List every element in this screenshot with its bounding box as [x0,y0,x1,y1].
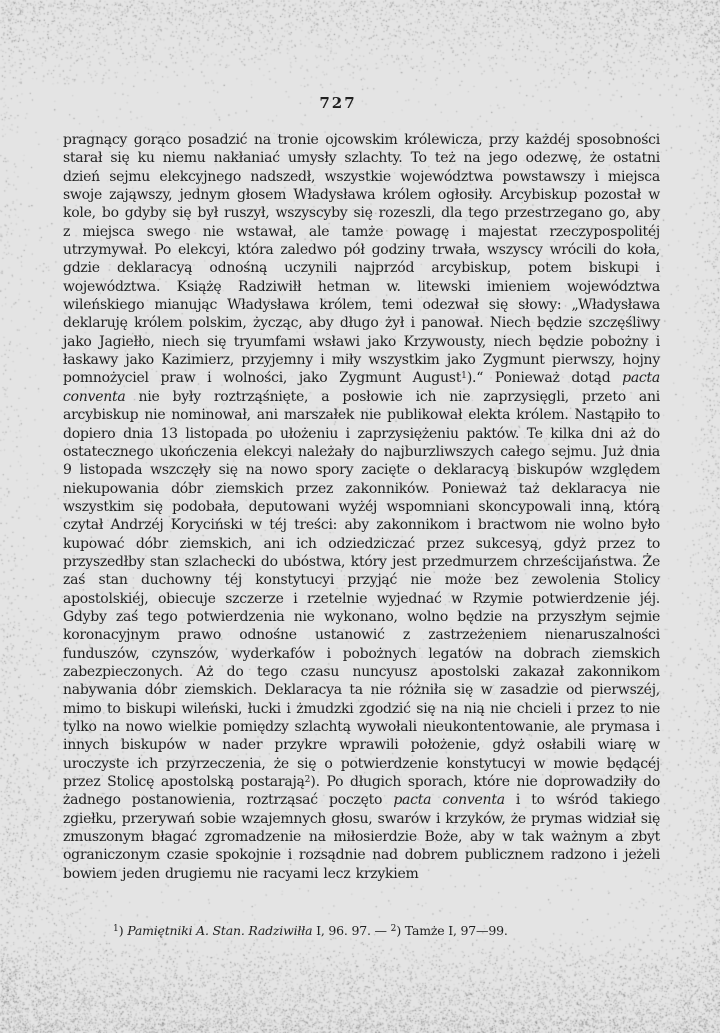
page-number: 727 [319,94,357,112]
footnote-marker-1: 1 [113,924,119,934]
text-segment: nie były roztrząśnięte, a posłowie ich nie zaprzysięgli, przeto ani arcybiskup nie nominował, ani marszałek nie publikował elekta królem. Nastąpiło to dopiero dnia 13 listopada po ułożeniu i zaprzysiężeniu paktów. Te kilka dni aż do ostatecznego ukończenia elekcyi należały do najburzliwszych całego sejmu. Już dnia 9 listopada wszczęły się na nowo spory zacięte o deklaracyą biskupów względem niekupowania dóbr ziemskich przez zakonników. Ponieważ taż deklaracya nie wszystkim się podobała, deputowani wyżéj wspomniani skoncypowali inną, którą czytał Andrzéj Koryciński w téj treści: aby zakonnikom i bractwom nie wolno było kupować dóbr ziemskich, ani ich odziedziczać przez sukcesyą, gdyż przez to przyszedłby stan szlachecki do ubóstwa, który jest przedmurzem chrześcijaństwa. Że zaś stan duchowny téj konstytucyi przyjąć nie może bez zewolenia Stolicy apostolskiéj, obiecuje szczerze i rzetelnie wyjednać w Rzymie potwierdzenie jéj. Gdyby zaś tego potwierdzenia nie wykonano, wolno będzie na przyszłym sejmie koronacyjnym prawo odnośne ustanowić z zastrzeżeniem nienaruszalności funduszów, czynszów, wyderkafów i pobożnych legatów na dobrach ziemskich zabezpieczonych. Aż do tego czasu nuncyusz apostolski zakazał zakonnikom nabywania dóbr ziemskich. Deklaracya ta nie różniła się w zasadzie od pierwszéj, mimo to biskupi wileński, łucki i żmudzki zgodzić się na nią nie chcieli i przez to nie tylko na nowo wielkie pomiędzy szlachtą wywołali nieukontentowanie, ale prymasa i innych biskupów w nader przykre wprawili położenie, gdyż osłabili wiarę w uroczyste ich przyrzeczenia, że się o potwierdzenie konstytucyi w mowie będącéj przez Stolicę apostolską postarają [63,388,660,791]
text-segment: pragnący gorąco posadzić na tronie ojcowskim królewicza, przy każdéj sposobności starał się ku niemu nakłaniać umysły szlachty. To też na jego odezwę, że ostatni dzień sejmu elekcyjnego nadszedł, wszystkie województwa powstawszy i miejsca swoje zająwszy, jednym głosem Władysława królem ogłosiły. Arcybiskup pozostał w kole, bo gdyby się był ruszył, wszyscyby się rozeszli, dla tego przestrzegano go, aby z miejsca swego nie wstawał, ale tamże powagę i majestat rzeczypospolitéj utrzymywał. Po elekcyi, która zaledwo pół godziny trwała, wszyscy wrócili do koła, gdzie deklaracyą odnośną uczynili najprzód arcybiskup, potem biskupi i województwa. Książę Radziwiłł hetman w. litewski imieniem województwa wileńskiego mianując Władysława królem, temi odezwał się słowy: „Władysława deklaruję królem polskim, życząc, aby długo żył i panował. Niech będzie szczęśliwy jako Jagiełło, niech się tryumfami wsławi jako Krzywousty, niech będzie pobożny i łaskawy jako Kazimierz, przyjemny i miły wszystkim jako Zygmunt pierwszy, hojny pomnożyciel praw i wolności, jako Zygmunt August [63,132,660,387]
latin-phrase: pacta conventa [393,792,505,809]
footnote-book-title: Pamiętniki A. Stan. Radziwiłła [127,923,313,938]
text-segment: i to wśród takiego zgiełku, przerywań sobie wzajemnych głosu, swarów i krzyków, że prymas widział się zmuszonym błagać zgromadzenie na miłosierdzie Boże, aby w tak ważnym a zbyt ograniczonym czasie spokojnie i rozsądnie nad dobrem publicznem radzono i jeżeli bowiem jeden drugiemu nie racyami lecz krzykiem [63,792,660,882]
text-segment: ).“ Ponieważ dotąd [466,370,623,387]
footnote-reference-1: 1 [461,371,467,382]
footnote-text: ) Tamże I, 97—99. [396,923,508,938]
body-paragraph [63,131,660,883]
footnote [63,923,660,939]
footnote-reference-2: 2 [304,775,311,786]
footnote-text: I, 96. 97. — [312,923,391,938]
footnote-marker-2: 2 [390,924,397,934]
latin-phrase: pacta conventa [63,370,660,405]
text-segment: ). Po długich sporach, które nie doprowadziły do żadnego postanowienia, roztrząsać poczęto [63,774,660,809]
footnote-text: ) [118,923,128,938]
